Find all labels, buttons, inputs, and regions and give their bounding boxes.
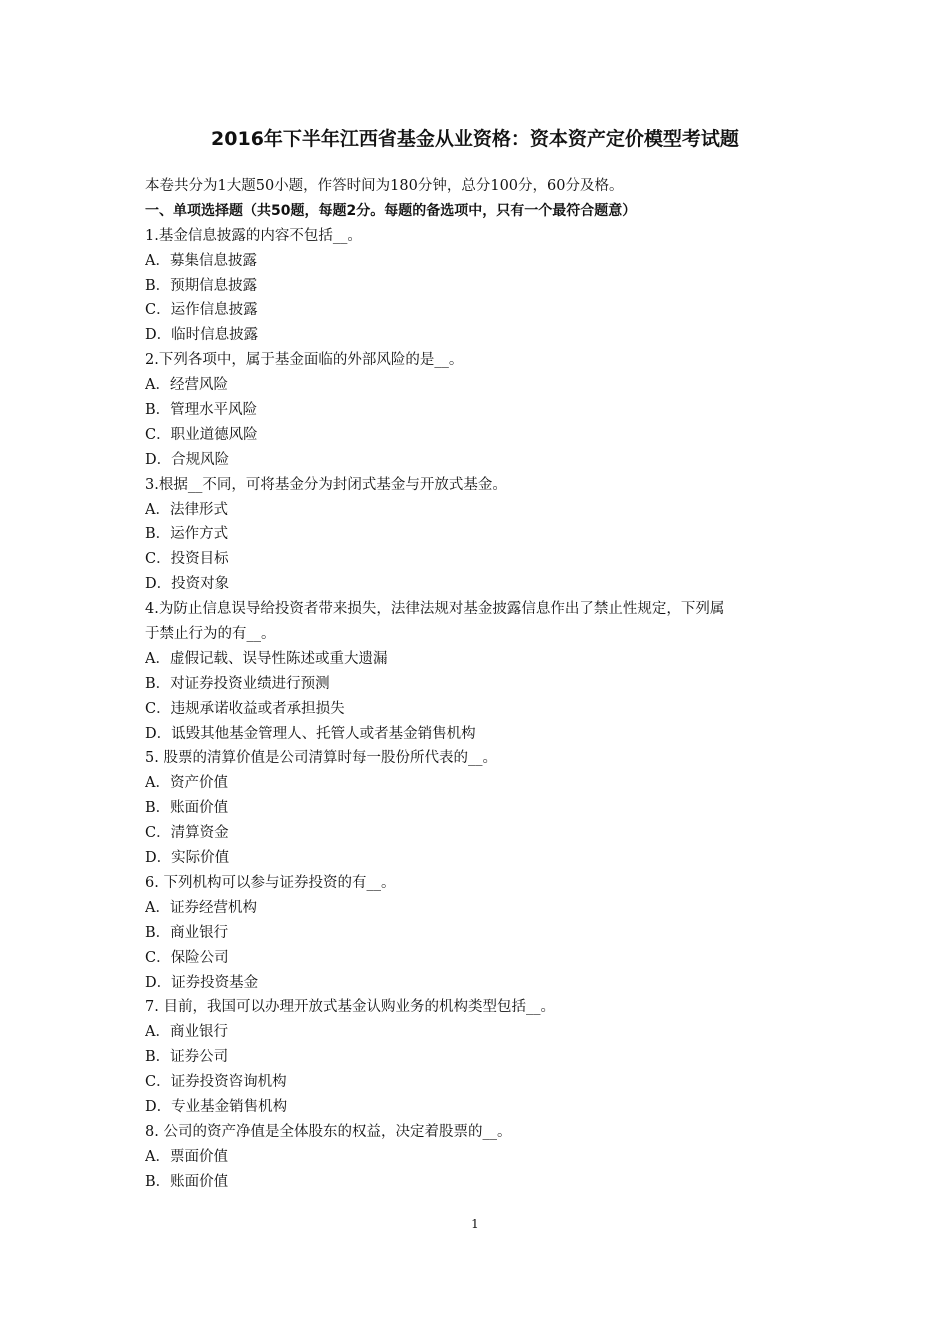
question-item [145,1120,825,1195]
document-body [145,174,825,1195]
answer-option: B．账面价值 [145,1173,229,1190]
page-number: 1 [471,1217,479,1231]
answer-option: D．投资对象 [145,576,230,593]
question-stem: 5. 股票的清算价值是公司清算时每一股份所代表的__。 [145,750,497,767]
answer-option: C．投资目标 [145,551,229,568]
question-stem: 8. 公司的资产净值是全体股东的权益，决定着股票的__。 [145,1123,512,1140]
question-stem: 2.下列各项中，属于基金面临的外部风险的是__。 [145,352,464,369]
question-item [145,871,825,995]
answer-option: A．票面价值 [145,1148,228,1165]
answer-option: C．违规承诺收益或者承担损失 [145,700,345,717]
answer-option: D．临时信息披露 [145,327,259,344]
answer-option: C．清算资金 [145,825,229,842]
answer-option: A．法律形式 [145,501,228,518]
question-item [145,746,825,870]
question-item [145,473,825,597]
section-heading: 一、单项选择题（共50题，每题2分。每题的备选项中，只有一个最符合题意） [145,202,637,219]
question-item [145,224,825,348]
question-list [145,224,825,1195]
answer-option: D．实际价值 [145,850,230,867]
answer-option: C．保险公司 [145,949,229,966]
question-item [145,348,825,472]
document-title: 2016年下半年江西省基金从业资格：资本资产定价模型考试题 [211,128,739,150]
answer-option: B．对证券投资业绩进行预测 [145,675,330,692]
question-item [145,597,825,746]
answer-option: A．资产价值 [145,775,228,792]
answer-option: A．虚假记载、误导性陈述或重大遗漏 [145,650,388,667]
exam-intro: 本卷共分为1大题50小题，作答时间为180分钟，总分100分，60分及格。 [145,178,624,194]
question-stem: 于禁止行为的有__。 [145,626,276,643]
answer-option: C．运作信息披露 [145,302,258,319]
answer-option: B．预期信息披露 [145,277,258,294]
question-item [145,995,825,1119]
answer-option: A．经营风险 [145,377,228,394]
answer-option: B．证券公司 [145,1049,229,1066]
answer-option: B．管理水平风险 [145,402,258,419]
answer-option: B．账面价值 [145,800,229,817]
answer-option: D．证券投资基金 [145,974,259,991]
answer-option: D．诋毁其他基金管理人、托管人或者基金销售机构 [145,725,476,742]
answer-option: B．运作方式 [145,526,229,543]
answer-option: C．证券投资咨询机构 [145,1074,287,1091]
question-stem: 3.根据__不同，可将基金分为封闭式基金与开放式基金。 [145,476,507,493]
answer-option: B．商业银行 [145,924,229,941]
question-stem: 1.基金信息披露的内容不包括__。 [145,227,362,244]
answer-option: D．合规风险 [145,451,230,468]
question-stem: 7. 目前，我国可以办理开放式基金认购业务的机构类型包括__。 [145,999,555,1016]
answer-option: A．证券经营机构 [145,899,257,916]
question-stem: 6. 下列机构可以参与证券投资的有__。 [145,874,396,891]
answer-option: D．专业基金销售机构 [145,1098,288,1115]
question-stem: 4.为防止信息误导给投资者带来损失，法律法规对基金披露信息作出了禁止性规定，下列属 [145,601,725,618]
answer-option: A．商业银行 [145,1024,228,1041]
answer-option: C．职业道德风险 [145,426,258,443]
answer-option: A．募集信息披露 [145,252,257,269]
